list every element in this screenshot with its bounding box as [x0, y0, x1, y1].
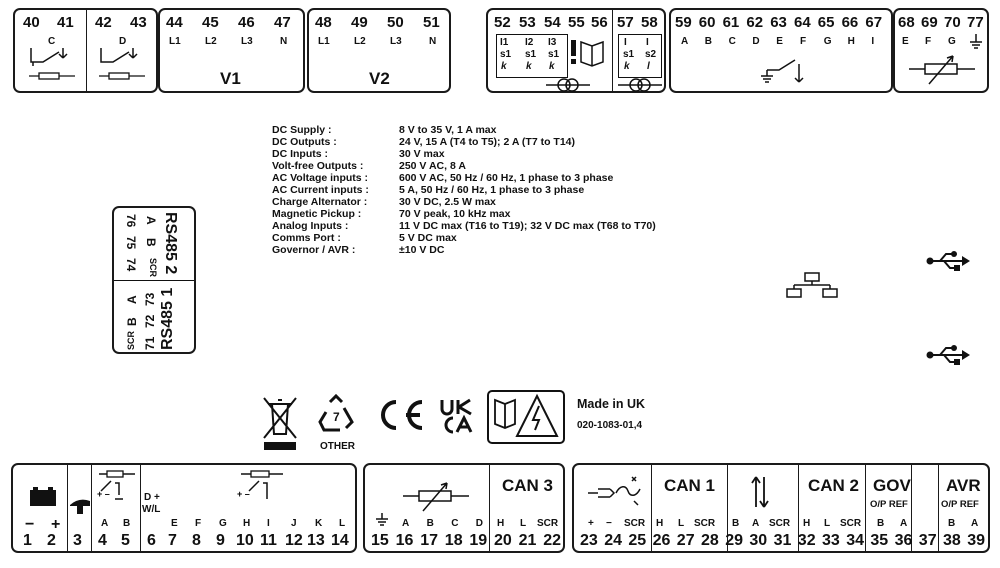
gov-sub: O/P REF — [870, 499, 908, 510]
ct-label: I — [646, 37, 649, 48]
can3-sub: L — [520, 518, 527, 529]
spec-value: 11 V DC max (T16 to T19); 32 V DC max (T68 to T70) — [399, 220, 656, 232]
dplus-label: D + — [144, 492, 160, 503]
terminal-21: 21 — [518, 532, 537, 549]
can2-title: CAN 2 — [808, 476, 860, 495]
input-letter: A — [681, 36, 689, 47]
output-letter: I — [267, 518, 270, 529]
terminal-57: 57 — [617, 14, 634, 31]
gov-title: GOV — [873, 476, 911, 495]
spec-key: Charge Alternator : — [272, 196, 368, 208]
spec-key: DC Supply : — [272, 124, 332, 136]
terminal-12: 12 — [285, 532, 303, 549]
svg-text:7: 7 — [333, 410, 340, 424]
terminal-67: 67 — [865, 14, 883, 31]
terminal-60: 60 — [698, 14, 716, 31]
spec-value: ±10 V DC — [399, 244, 445, 256]
rs485-2-letter: A — [144, 216, 158, 225]
spec-key: AC Voltage inputs : — [272, 172, 369, 184]
can3-sub: SCR — [537, 518, 559, 529]
ce-mark-icon — [372, 398, 426, 432]
ct-label: k — [501, 61, 507, 72]
ct-label: k — [526, 61, 532, 72]
analog-letter: D — [475, 518, 484, 529]
top-block-v1 — [158, 8, 305, 93]
terminal-66: 66 — [841, 14, 859, 31]
input-letter: I — [871, 36, 875, 47]
terminal-2: 2 — [47, 532, 56, 549]
variable-resistor-icon — [403, 483, 469, 513]
top-block-ct — [486, 8, 666, 93]
dc-minus: − — [25, 516, 35, 533]
avr-b: B — [948, 518, 956, 529]
weee-bin-icon — [260, 394, 300, 452]
terminal-5: 5 — [121, 532, 130, 549]
can2-sub: H — [803, 518, 811, 529]
rs485-arrows-icon — [750, 475, 770, 509]
switch-input-icon — [761, 60, 821, 88]
terminal-10: 10 — [236, 532, 254, 549]
phase-label: L3 — [241, 36, 253, 47]
rs485-2-num: 75 — [124, 236, 138, 250]
ground-icon — [969, 34, 983, 50]
top-block-cd — [13, 8, 158, 93]
ct-coil-icon — [618, 78, 662, 92]
terminal-51: 51 — [423, 14, 440, 31]
terminal-42: 42 — [95, 14, 112, 31]
terminal-7: 7 — [168, 532, 177, 549]
can1-sub: H — [656, 518, 664, 529]
mpu-sub: SCR — [624, 518, 646, 529]
terminal-22: 22 — [543, 532, 561, 549]
terminal-65: 65 — [817, 14, 835, 31]
relay-c-label: C — [48, 36, 56, 47]
terminal-69: 69 — [921, 14, 938, 31]
mpu-sub: + — [588, 518, 594, 529]
phase-label: L2 — [205, 36, 217, 47]
terminal-63: 63 — [770, 14, 787, 31]
ct-label: s2 — [645, 49, 657, 60]
rs485-2-letter: SCR — [148, 258, 158, 278]
terminal-56: 56 — [591, 14, 608, 31]
ct-label: s1 — [500, 49, 512, 60]
can2-sub: L — [824, 518, 831, 529]
terminal-43: 43 — [130, 14, 147, 31]
can3-title: CAN 3 — [502, 476, 554, 495]
terminal-31: 31 — [773, 532, 792, 549]
warning-manual-icon — [570, 38, 608, 68]
ct-label: s1 — [623, 49, 635, 60]
input-letter: H — [847, 36, 855, 47]
analog-letter: F — [925, 36, 932, 47]
can3-sub: H — [497, 518, 505, 529]
can1-title: CAN 1 — [664, 476, 716, 495]
terminal-49: 49 — [351, 14, 368, 31]
output-letter: K — [315, 518, 323, 529]
spec-row — [272, 124, 656, 136]
terminal-58: 58 — [641, 14, 658, 31]
spec-row — [272, 160, 656, 172]
ct-label: l — [647, 61, 650, 72]
spec-row — [272, 184, 656, 196]
gov-b: B — [877, 518, 885, 529]
bottom-block-comms — [572, 463, 990, 553]
output-letter: E — [171, 518, 178, 529]
terminal-20: 20 — [494, 532, 512, 549]
spec-key: Analog Inputs : — [272, 220, 349, 232]
rs485-1-num: 73 — [143, 292, 157, 306]
terminal-14: 14 — [331, 532, 349, 549]
avr-a: A — [971, 518, 979, 529]
avr-sub: O/P REF — [941, 499, 979, 510]
part-number: 020-1083-01,4 — [577, 420, 643, 431]
terminal-6: 6 — [147, 532, 156, 549]
ct-label: k — [624, 61, 630, 72]
terminal-27: 27 — [676, 532, 695, 549]
output-letter: F — [195, 518, 202, 529]
gov-a: A — [900, 518, 908, 529]
terminal-61: 61 — [722, 14, 740, 31]
ct-label: s1 — [548, 49, 560, 60]
rs485-2-title: RS485 2 — [162, 212, 179, 275]
usb-icon — [926, 344, 970, 366]
terminal-9: 9 — [216, 532, 225, 549]
terminal-23: 23 — [580, 532, 598, 549]
spec-row — [272, 172, 656, 184]
terminal-3: 3 — [73, 532, 82, 549]
spec-value: 5 A, 50 Hz / 60 Hz, 1 phase to 3 phase — [399, 184, 585, 196]
analog-letter: A — [402, 518, 410, 529]
rs485-1-num: 71 — [143, 336, 157, 350]
rs-sub: A — [752, 518, 760, 529]
ct-label: I2 — [525, 37, 534, 48]
analog-letter: G — [948, 36, 956, 47]
terminal-16: 16 — [395, 532, 414, 549]
terminal-18: 18 — [444, 532, 463, 549]
terminal-40: 40 — [23, 14, 40, 31]
svg-text:+ –: + – — [97, 489, 110, 499]
top-block-analog — [893, 8, 989, 93]
terminal-62: 62 — [746, 14, 764, 31]
ground-icon — [375, 513, 389, 527]
terminal-29: 29 — [725, 532, 743, 549]
wl-label: W/L — [142, 504, 161, 515]
terminal-36: 36 — [894, 532, 913, 549]
spec-key: AC Current inputs : — [272, 184, 369, 196]
terminal-19: 19 — [469, 532, 488, 549]
output-letter: H — [243, 518, 251, 529]
relay-output-icon — [235, 469, 289, 513]
top-block-v2 — [307, 8, 451, 93]
output-letter: J — [291, 518, 297, 529]
terminal-52: 52 — [494, 14, 511, 31]
relay-d-icon — [95, 48, 151, 84]
terminal-44: 44 — [166, 14, 183, 31]
spec-value: 600 V AC, 50 Hz / 60 Hz, 1 phase to 3 phase — [399, 172, 614, 184]
input-letter: G — [823, 36, 832, 47]
manual-shock-warning-icon — [487, 390, 565, 444]
network-icon — [786, 272, 838, 298]
rs485-1-letter: SCR — [126, 330, 136, 350]
terminal-46: 46 — [238, 14, 255, 31]
dc-plus: + — [51, 516, 61, 533]
v1-label: V1 — [220, 69, 241, 88]
terminal-25: 25 — [628, 532, 647, 549]
input-letter: D — [752, 36, 760, 47]
phase-label: N — [280, 36, 288, 47]
terminal-1: 1 — [23, 532, 32, 549]
rs485-1-letter: B — [125, 317, 139, 326]
terminal-47: 47 — [274, 14, 291, 31]
relay-c-icon — [25, 48, 81, 84]
relay-output-icon — [95, 469, 139, 513]
spec-row — [272, 136, 656, 148]
spec-value: 250 V AC, 8 A — [399, 160, 466, 172]
terminal-8: 8 — [192, 532, 201, 549]
terminal-70: 70 — [944, 14, 961, 31]
spec-key: Comms Port : — [272, 232, 341, 244]
spec-value: 30 V max — [399, 148, 445, 160]
terminal-53: 53 — [519, 14, 536, 31]
spec-row — [272, 196, 656, 208]
avr-title: AVR — [946, 476, 981, 495]
terminal-48: 48 — [315, 14, 332, 31]
terminal-45: 45 — [202, 14, 219, 31]
terminal-54: 54 — [544, 14, 561, 31]
rs485-2-letter: B — [144, 238, 158, 247]
rs485-2-num: 76 — [124, 214, 138, 228]
spec-row — [272, 208, 656, 220]
spec-value: 5 V DC max — [399, 232, 457, 244]
spec-value: 8 V to 35 V, 1 A max — [399, 124, 497, 136]
terminal-13: 13 — [307, 532, 325, 549]
ct-label: I3 — [548, 37, 557, 48]
terminal-35: 35 — [870, 532, 889, 549]
output-letter: G — [219, 518, 227, 529]
bottom-block-power-io — [11, 463, 357, 553]
terminal-33: 33 — [822, 532, 840, 549]
terminal-30: 30 — [749, 532, 768, 549]
rs485-1-title: RS485 1 — [159, 287, 176, 350]
made-in-uk: Made in UK — [577, 397, 646, 411]
terminal-24: 24 — [604, 532, 622, 549]
terminal-59: 59 — [675, 14, 692, 31]
variable-resistor-icon — [909, 56, 975, 86]
input-letter: B — [704, 36, 713, 47]
rs485-1-letter: A — [125, 295, 139, 304]
spec-value: 70 V peak, 10 kHz max — [399, 208, 511, 220]
relay-d-label: D — [119, 36, 127, 47]
terminal-11: 11 — [260, 532, 277, 549]
phase-label: L1 — [169, 36, 181, 47]
spec-row — [272, 232, 656, 244]
magnetic-pickup-icon — [588, 475, 644, 507]
emergency-stop-icon — [69, 495, 91, 515]
terminal-41: 41 — [57, 14, 74, 31]
terminal-55: 55 — [568, 14, 585, 31]
terminal-38: 38 — [943, 532, 961, 549]
can1-sub: L — [678, 518, 685, 529]
analog-letter: B — [426, 518, 434, 529]
phase-label: L2 — [354, 36, 366, 47]
terminal-77: 77 — [967, 14, 984, 31]
spec-key: DC Outputs : — [272, 136, 337, 148]
can1-sub: SCR — [694, 518, 716, 529]
spec-table — [272, 124, 656, 256]
input-letter: E — [776, 36, 783, 47]
rs485-1-num: 72 — [143, 314, 157, 328]
recycle-icon — [314, 394, 360, 434]
terminal-64: 64 — [794, 14, 811, 31]
terminal-4: 4 — [98, 532, 107, 549]
input-letter: C — [728, 36, 736, 47]
terminal-34: 34 — [846, 532, 864, 549]
terminal-50: 50 — [387, 14, 404, 31]
rs-sub: SCR — [769, 518, 791, 529]
spec-key: Volt-free Outputs : — [272, 160, 364, 172]
ct-coil-icon — [546, 78, 590, 92]
can2-sub: SCR — [840, 518, 862, 529]
ct-label: s1 — [525, 49, 537, 60]
bottom-block-analog-can3 — [363, 463, 565, 553]
rs485-2-num: 74 — [124, 258, 138, 272]
rs-sub: B — [732, 518, 740, 529]
ct-label: I1 — [500, 37, 509, 48]
terminal-68: 68 — [898, 14, 915, 31]
rs485-block — [112, 206, 196, 354]
battery-icon — [29, 485, 57, 507]
terminal-37: 37 — [918, 532, 937, 549]
spec-row — [272, 220, 656, 232]
spec-key: DC Inputs : — [272, 148, 328, 160]
phase-label: L3 — [390, 36, 402, 47]
recycle-label: OTHER — [320, 441, 355, 452]
output-letter: A — [101, 518, 109, 529]
spec-key: Magnetic Pickup : — [272, 208, 362, 220]
ct-label: I — [624, 37, 627, 48]
analog-letter: E — [902, 36, 909, 47]
spec-row — [272, 244, 656, 256]
output-letter: L — [339, 518, 346, 529]
terminal-17: 17 — [420, 532, 438, 549]
analog-letter: C — [451, 518, 459, 529]
terminal-28: 28 — [701, 532, 719, 549]
spec-value: 30 V DC, 2.5 W max — [399, 196, 496, 208]
phase-label: L1 — [318, 36, 330, 47]
ct-label: k — [549, 61, 555, 72]
mpu-sub: − — [606, 518, 612, 529]
phase-label: N — [429, 36, 437, 47]
output-letter: B — [123, 518, 131, 529]
spec-key: Governor / AVR : — [272, 244, 356, 256]
input-letter: F — [800, 36, 807, 47]
terminal-39: 39 — [967, 532, 985, 549]
terminal-15: 15 — [371, 532, 389, 549]
spec-row — [272, 148, 656, 160]
ukca-mark-icon — [439, 398, 475, 434]
svg-text:+ –: + – — [237, 489, 250, 499]
v2-label: V2 — [369, 69, 390, 88]
terminal-32: 32 — [797, 532, 816, 549]
usb-icon — [926, 250, 970, 272]
terminal-26: 26 — [652, 532, 671, 549]
top-block-io — [669, 8, 893, 93]
spec-value: 24 V, 15 A (T4 to T5); 2 A (T7 to T14) — [399, 136, 576, 148]
